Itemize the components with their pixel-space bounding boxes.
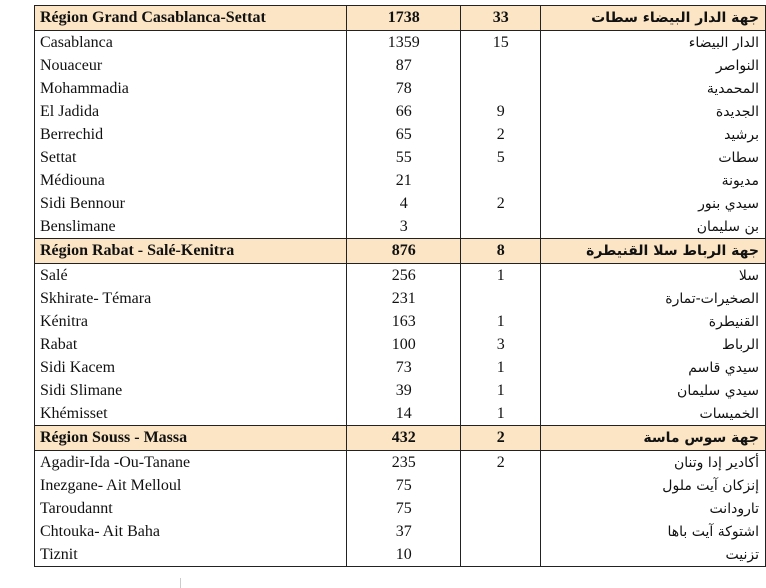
city-row (35, 520, 766, 543)
city-row (35, 215, 766, 239)
region-cases: 432 (347, 426, 461, 451)
region-row (35, 426, 766, 451)
city-name-fr: Médiouna (35, 169, 347, 192)
city-name-fr: Kénitra (35, 310, 347, 333)
city-cases: 37 (347, 520, 461, 543)
city-cases: 4 (347, 192, 461, 215)
regional-cases-table (34, 5, 766, 567)
city-deaths: 3 (461, 333, 541, 356)
city-row (35, 543, 766, 567)
city-row (35, 100, 766, 123)
city-name-fr: Khémisset (35, 402, 347, 426)
city-name-ar: سيدي قاسم (540, 356, 765, 379)
city-name-ar: بن سليمان (540, 215, 765, 239)
city-row (35, 379, 766, 402)
region-name-fr: Région Rabat - Salé-Kenitra (35, 239, 347, 264)
city-cases: 65 (347, 123, 461, 146)
city-row (35, 77, 766, 100)
city-cases: 87 (347, 54, 461, 77)
city-row (35, 146, 766, 169)
city-name-ar: الدار البيضاء (540, 31, 765, 55)
city-name-ar: برشيد (540, 123, 765, 146)
city-deaths: 5 (461, 146, 541, 169)
city-row (35, 31, 766, 55)
city-name-fr: Salé (35, 264, 347, 288)
city-name-fr: Chtouka- Ait Baha (35, 520, 347, 543)
city-name-fr: El Jadida (35, 100, 347, 123)
region-cases: 876 (347, 239, 461, 264)
city-deaths: 2 (461, 451, 541, 475)
city-row (35, 474, 766, 497)
city-name-ar: الجديدة (540, 100, 765, 123)
city-name-fr: Sidi Slimane (35, 379, 347, 402)
city-name-fr: Skhirate- Témara (35, 287, 347, 310)
city-deaths: 1 (461, 379, 541, 402)
city-deaths: 9 (461, 100, 541, 123)
city-cases: 78 (347, 77, 461, 100)
city-row (35, 192, 766, 215)
region-name-ar: جهة سوس ماسة (540, 426, 765, 451)
city-row (35, 310, 766, 333)
city-deaths: 1 (461, 264, 541, 288)
region-name-ar: جهة الرباط سلا القنيطرة (540, 239, 765, 264)
city-cases: 21 (347, 169, 461, 192)
city-cases: 75 (347, 474, 461, 497)
city-cases: 75 (347, 497, 461, 520)
city-name-fr: Benslimane (35, 215, 347, 239)
city-cases: 256 (347, 264, 461, 288)
table-body (35, 6, 766, 567)
city-row (35, 497, 766, 520)
city-name-fr: Nouaceur (35, 54, 347, 77)
city-cases: 66 (347, 100, 461, 123)
city-deaths: 1 (461, 402, 541, 426)
city-name-ar: تارودانت (540, 497, 765, 520)
city-deaths (461, 474, 541, 497)
page-tick-mark (180, 578, 181, 588)
city-name-fr: Rabat (35, 333, 347, 356)
city-name-ar: إنزكان آيت ملول (540, 474, 765, 497)
region-deaths: 2 (461, 426, 541, 451)
city-cases: 10 (347, 543, 461, 567)
city-row (35, 123, 766, 146)
city-cases: 73 (347, 356, 461, 379)
city-deaths: 2 (461, 192, 541, 215)
city-name-fr: Taroudannt (35, 497, 347, 520)
city-deaths (461, 169, 541, 192)
city-name-ar: المحمدية (540, 77, 765, 100)
city-row (35, 54, 766, 77)
region-row (35, 6, 766, 31)
city-cases: 1359 (347, 31, 461, 55)
city-row (35, 451, 766, 475)
city-name-ar: الخميسات (540, 402, 765, 426)
city-name-ar: سيدي بنور (540, 192, 765, 215)
city-name-fr: Inezgane- Ait Melloul (35, 474, 347, 497)
city-name-fr: Casablanca (35, 31, 347, 55)
region-deaths: 33 (461, 6, 541, 31)
city-deaths (461, 215, 541, 239)
city-deaths (461, 54, 541, 77)
city-name-ar: الرباط (540, 333, 765, 356)
city-name-fr: Settat (35, 146, 347, 169)
city-cases: 14 (347, 402, 461, 426)
city-deaths: 1 (461, 310, 541, 333)
city-name-ar: النواصر (540, 54, 765, 77)
city-cases: 100 (347, 333, 461, 356)
city-deaths (461, 543, 541, 567)
city-name-fr: Sidi Kacem (35, 356, 347, 379)
city-name-ar: سطات (540, 146, 765, 169)
city-name-ar: القنيطرة (540, 310, 765, 333)
city-cases: 55 (347, 146, 461, 169)
city-name-fr: Tiznit (35, 543, 347, 567)
city-row (35, 169, 766, 192)
city-row (35, 287, 766, 310)
city-cases: 163 (347, 310, 461, 333)
city-deaths (461, 520, 541, 543)
region-cases: 1738 (347, 6, 461, 31)
city-name-fr: Sidi Bennour (35, 192, 347, 215)
city-name-fr: Berrechid (35, 123, 347, 146)
city-name-fr: Mohammadia (35, 77, 347, 100)
region-row (35, 239, 766, 264)
city-deaths: 1 (461, 356, 541, 379)
region-name-ar: جهة الدار البيضاء سطات (540, 6, 765, 31)
city-cases: 235 (347, 451, 461, 475)
city-name-fr: Agadir-Ida -Ou-Tanane (35, 451, 347, 475)
city-name-ar: سيدي سليمان (540, 379, 765, 402)
city-name-ar: الصخيرات-تمارة (540, 287, 765, 310)
city-deaths (461, 287, 541, 310)
city-name-ar: اشتوكة آيت باها (540, 520, 765, 543)
city-deaths: 15 (461, 31, 541, 55)
city-name-ar: سلا (540, 264, 765, 288)
city-row (35, 333, 766, 356)
city-name-ar: أكادير إدا وتنان (540, 451, 765, 475)
city-cases: 3 (347, 215, 461, 239)
city-row (35, 402, 766, 426)
region-name-fr: Région Grand Casablanca-Settat (35, 6, 347, 31)
city-cases: 39 (347, 379, 461, 402)
city-name-ar: مديونة (540, 169, 765, 192)
city-row (35, 356, 766, 379)
city-deaths: 2 (461, 123, 541, 146)
region-name-fr: Région Souss - Massa (35, 426, 347, 451)
city-deaths (461, 497, 541, 520)
city-name-ar: تزنيت (540, 543, 765, 567)
region-deaths: 8 (461, 239, 541, 264)
city-row (35, 264, 766, 288)
city-deaths (461, 77, 541, 100)
city-cases: 231 (347, 287, 461, 310)
